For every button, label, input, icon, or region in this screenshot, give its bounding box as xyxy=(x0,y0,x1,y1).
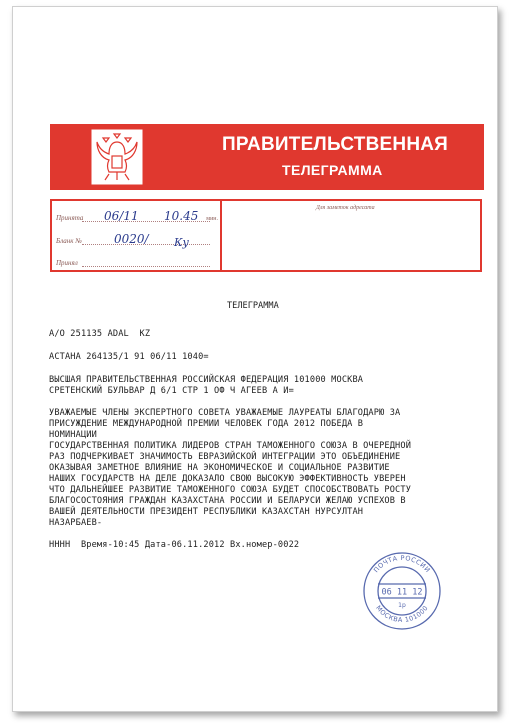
line-route: АСТАНА 264135/1 91 06/11 1040= xyxy=(49,352,209,362)
number-label: Бланк № xyxy=(56,237,82,245)
line-code: А/О 251135 ADAL KZ xyxy=(49,329,151,339)
body-line: НОМИНАЦИИ xyxy=(49,430,97,440)
number-row xyxy=(56,227,216,247)
telegram-footer: НННН Время-10:45 Дата-06.11.2012 Вх.номер-0022 xyxy=(49,540,300,550)
body-line: БЛАГОСОСТОЯНИЯ ГРАЖДАН КАЗАХСТАНА РОССИИ И БЕЛАРУСИ ЖЕЛАЮ УСПЕХОВ В xyxy=(49,496,406,506)
stamp-bottom-text: МОСКВА 101000 xyxy=(374,603,430,625)
time-unit: мин. xyxy=(206,216,218,222)
body-line: ОКАЗЫВАЯ ЗАМЕТНОЕ ВЛИЯНИЕ НА ЭКОНОМИЧЕСКОЕ И СОЦИАЛЬНОЕ РАЗВИТИЕ xyxy=(49,463,390,473)
svg-text:ПОЧТА РОССИИ xyxy=(372,554,432,574)
body-line: НАЗАРБАЕВ- xyxy=(49,518,103,528)
accepted-label: Принял xyxy=(56,259,78,267)
body-line: ЧТО ДАЛЬНЕЙШЕЕ РАЗВИТИЕ ТАМОЖЕННОГО СОЮЗА БУДЕТ СПОСОБСТВОВАТЬ РОСТУ xyxy=(49,485,412,495)
address-notes-label: Для заметок адресата xyxy=(316,205,375,211)
coat-of-arms-icon xyxy=(90,128,144,186)
telegram-heading: ТЕЛЕГРАММА xyxy=(227,301,279,311)
received-label: Принята xyxy=(56,214,84,222)
body-line: РАЗ ПОДЧЕРКИВАЕТ ЗНАЧИМОСТЬ ЕВРАЗИЙСКОЙ ИНТЕГРАЦИИ ЭТО ОБЪЕДИНЕНИЕ xyxy=(49,452,401,462)
stamp-date: 06 11 12 xyxy=(381,587,423,598)
body-line: ГОСУДАРСТВЕННАЯ ПОЛИТИКА ЛИДЕРОВ СТРАН ТАМОЖЕННОГО СОЮЗА В ОЧЕРЕДНОЙ xyxy=(49,441,412,451)
accepted-line xyxy=(82,266,210,267)
addressee-line: СРЕТЕНСКИЙ БУЛЬВАР Д 6/1 СТР 1 ОФ Ч АГЕЕВ А И= xyxy=(49,386,294,396)
body-line: НАШИХ ГОСУДАРСТВ НА ДЕЛЕ ДОКАЗАЛО СВОЮ ВЫСОКУЮ ЭФФЕКТИВНОСТЬ УВЕРЕН xyxy=(49,474,406,484)
body-line: ВАШЕЙ ДЕЯТЕЛЬНОСТИ ПРЕЗИДЕНТ РЕСПУБЛИКИ КАЗАХСТАН НУРСУЛТАН xyxy=(49,507,364,517)
receipt-fields xyxy=(52,201,222,270)
body-line: УВАЖАЕМЫЕ ЧЛЕНЫ ЭКСПЕРТНОГО СОВЕТА УВАЖАЕМЫЕ ЛАУРЕАТЫ БЛАГОДАРЮ ЗА xyxy=(49,408,401,418)
accepted-row xyxy=(56,249,216,269)
header-banner xyxy=(50,124,484,190)
stamp-sub: 1р xyxy=(398,602,406,609)
handwritten-initial: Ку xyxy=(174,236,189,249)
received-row xyxy=(56,204,216,224)
banner-subtitle: ТЕЛЕГРАММА xyxy=(282,162,383,178)
banner-title: ПРАВИТЕЛЬСТВЕННАЯ xyxy=(222,134,449,155)
telegram-sheet xyxy=(12,6,498,712)
received-time: 10.45 xyxy=(164,209,199,223)
postmark-stamp xyxy=(357,546,447,636)
addressee-line: ВЫСШАЯ ПРАВИТЕЛЬСТВЕННАЯ РОССИЙСКАЯ ФЕДЕРАЦИЯ 101000 МОСКВА xyxy=(49,375,364,385)
received-date: 06/11 xyxy=(104,209,139,223)
number-value: 0020/ xyxy=(114,232,149,246)
receipt-form xyxy=(50,199,482,272)
stamp-top-text: ПОЧТА РОССИИ xyxy=(372,553,432,575)
body-line: ПРИСУЖДЕНИЕ МЕЖДУНАРОДНОЙ ПРЕМИИ ЧЕЛОВЕК ГОДА 2012 ПОБЕДА В xyxy=(49,419,364,429)
